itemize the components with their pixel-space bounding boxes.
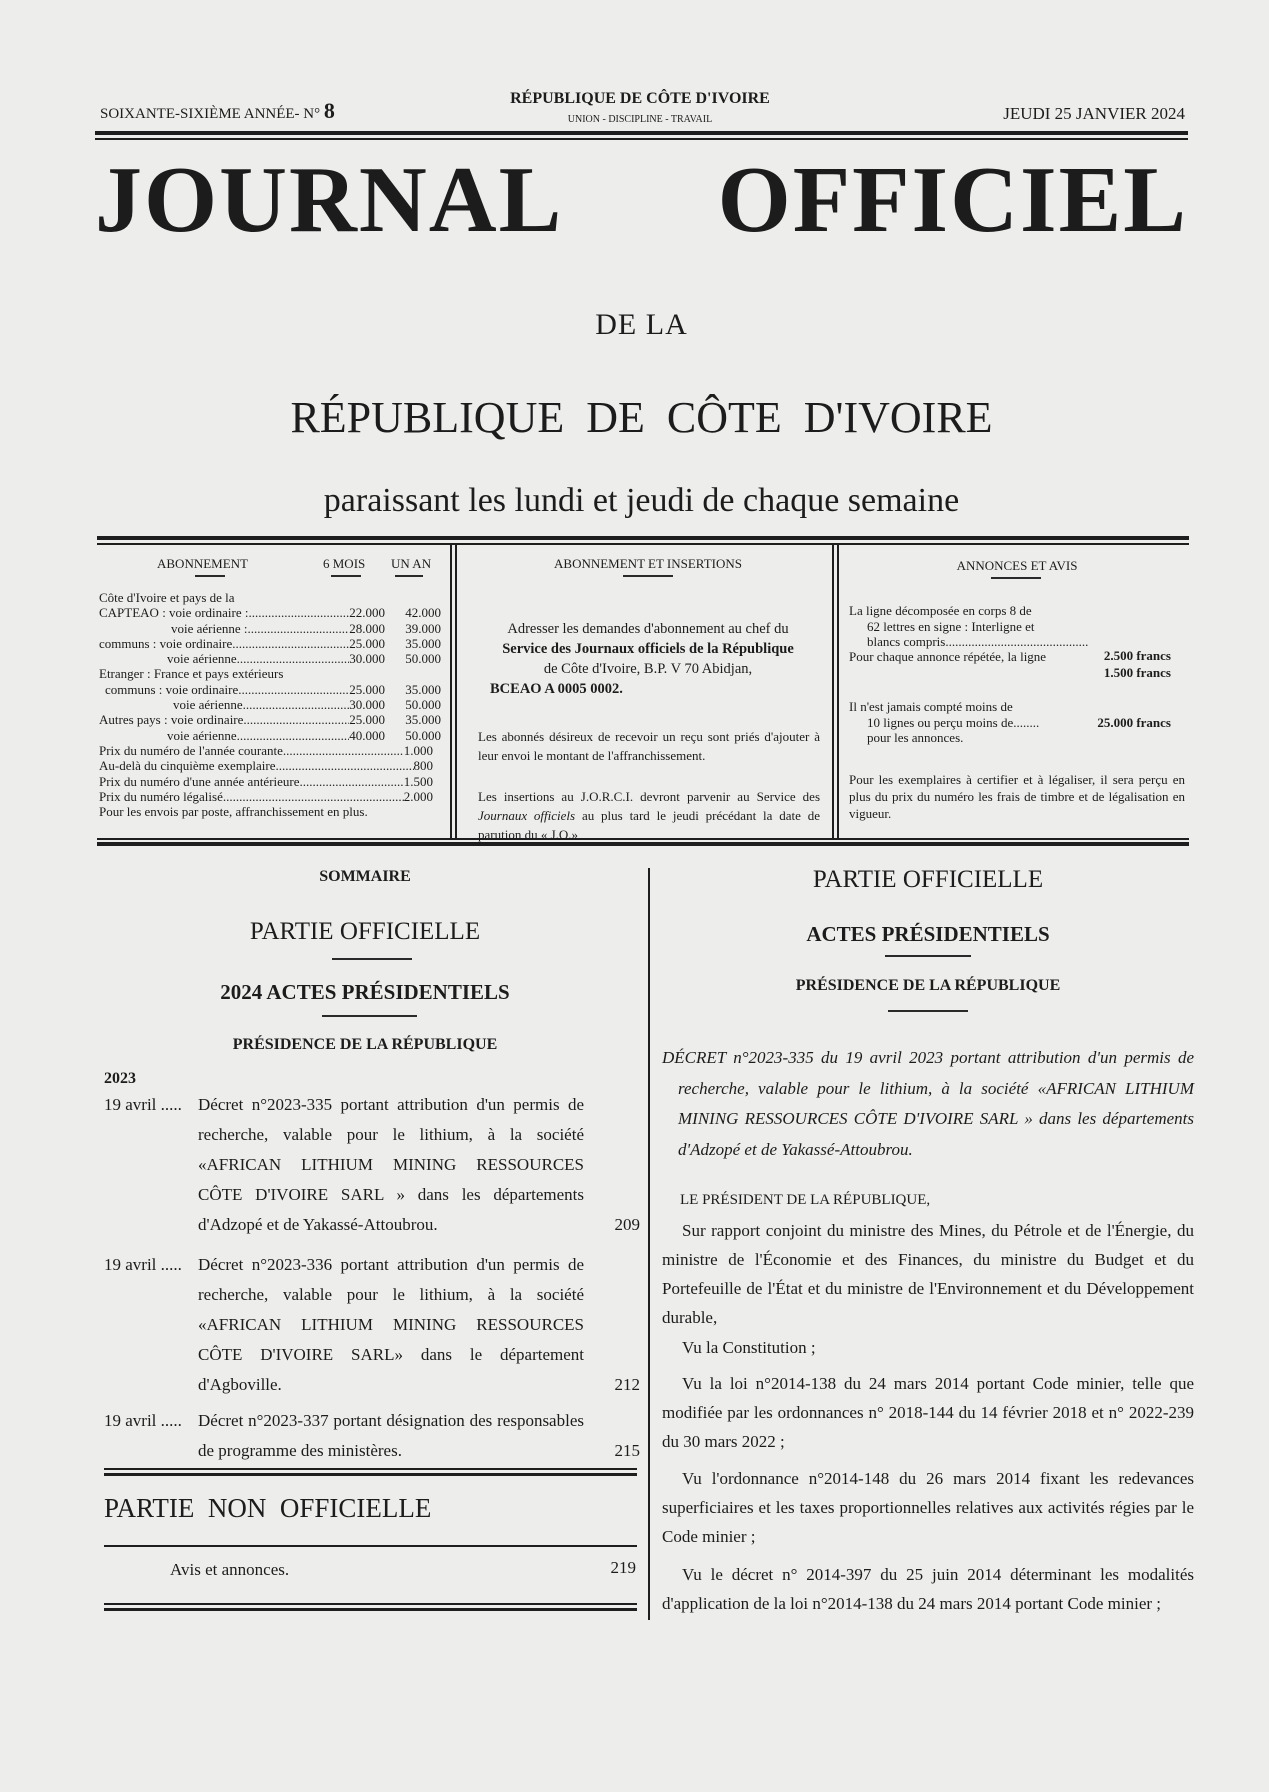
- sommaire-avis: Avis et annonces.: [170, 1560, 290, 1579]
- price-row: Prix du numéro de l'année courante ..... 1.000: [99, 743, 441, 758]
- decree-paragraph: Sur rapport conjoint du ministre des Mines, du Pétrole et de l'Énergie, du ministre de l'Économie et des Finances, du ministre du Budget et du Portefeuille de l'État et du ministre de l'Environnement et du Développement durable,: [662, 1221, 1194, 1327]
- sub-row: voie aérienne ..... 30.000 50.000: [99, 651, 441, 666]
- sub-row: communs : voie ordinaire ..... 25.000 35.000: [99, 636, 441, 651]
- col-6mois: 6 MOIS: [323, 556, 366, 571]
- masthead-title: [95, 150, 1188, 250]
- subscription-intro: Côte d'Ivoire et pays de la: [99, 590, 235, 605]
- edition-number: [100, 98, 335, 124]
- subscription-footer: Pour les envois par poste, affranchissement en plus.: [99, 804, 368, 820]
- body-partie: PARTIE OFFICIELLE: [812, 866, 1044, 893]
- masthead-de-la: DE LA: [595, 308, 688, 341]
- subscription-column: [99, 556, 441, 819]
- sommaire-end-rule-2: [104, 1608, 637, 1611]
- body-actes: ACTES PRÉSIDENTIELS: [806, 922, 1050, 946]
- col-1an: UN AN: [391, 556, 432, 571]
- ad-price-1: 2.500 francs: [1103, 648, 1171, 664]
- inserts-p3: Les insertions au J.O.R.C.I. devront parvenir au Service des Journaux officiels au plus tard le jeudi précédant la date de parution du « J.O.»: [478, 789, 821, 843]
- ad-price-3: 25.000 francs: [1097, 715, 1171, 731]
- masthead-word-officiel: OFFICIEL: [717, 148, 1188, 252]
- sommaire-non-officielle: PARTIE NON OFFICIELLE: [104, 1493, 432, 1523]
- price-row: Prix du numéro légalisé ..... 2.000: [99, 789, 441, 804]
- non-officielle-rule-bottom: [104, 1545, 637, 1547]
- non-officielle-rule-top-2: [104, 1473, 637, 1476]
- sommaire-entry: 19 avril ..... Décret n°2023-336 portant attribution d'un permis de recherche, valable pour le lithium, à la société «AFRICAN LITHIUM MINING RESSOURCES CÔTE D'IVOIRE SARL» dans le département d'Agboville. 212: [104, 1255, 640, 1394]
- sub-row: communs : voie ordinaire ..... 25.000 35.000: [99, 682, 441, 697]
- inserts-p1: Adresser les demandes d'abonnement au chef du Service des Journaux officiels de la République de Côte d'Ivoire, B.P. V 70 Abidjan, BCEAO A 0005 0002.: [490, 621, 794, 698]
- header-motto: UNION - DISCIPLINE - TRAVAIL: [567, 114, 713, 125]
- inserts-column: [476, 556, 820, 844]
- header-rule-thick: [95, 131, 1188, 135]
- masthead-word-journal: JOURNAL: [95, 148, 564, 252]
- foreign-intro: Etranger : France et pays extérieurs: [99, 666, 284, 682]
- sub-row: Autres pays : voie ordinaire ..... 25.000 35.000: [99, 712, 441, 727]
- ads-legalisation: Pour les exemplaires à certifier et à légaliser, il sera perçu en plus du prix du numéro les frais de timbre et de légalisation en vigueur.: [849, 772, 1185, 822]
- infobox-divider-1b: [455, 545, 457, 838]
- sub-row: CAPTEAO : voie ordinaire : ..... 22.000 42.000: [99, 605, 441, 620]
- subscription-heading: ABONNEMENT: [157, 556, 248, 571]
- decree-paragraph: Vu la Constitution ;: [682, 1338, 816, 1357]
- sub-row: voie aérienne ..... 40.000 50.000: [99, 728, 441, 743]
- sommaire-year: 2023: [104, 1070, 136, 1087]
- ads-heading: ANNONCES ET AVIS: [956, 558, 1078, 573]
- body-presidence: PRÉSIDENCE DE LA RÉPUBLIQUE: [795, 977, 1061, 994]
- non-officielle-rule-top-1: [104, 1468, 637, 1470]
- edition-number-value: 8: [323, 98, 335, 123]
- sommaire-heading: SOMMAIRE: [319, 868, 411, 885]
- price-row: Prix du numéro d'une année antérieure ..... 1.500: [99, 774, 441, 789]
- edition-label: SOIXANTE-SIXIÈME ANNÉE- N°: [100, 106, 321, 122]
- ads-column: ANNONCES ET AVIS La ligne décomposée en corps 8 de 62 lettres en signe : Interligne et blancs compris ..... 2.500 francs Pour chaque annonce répétée, la ligne 1.500 francs Il n'est jamais compté moins de 10 lignes ou perçu moins de........ pour les annonces. 25.000 francs Pour les exemplaires à certifier et à légaliser, il sera perçu en plus du prix du numéro les frais de timbre et de légalisation en vigueur.: [849, 556, 1185, 822]
- sommaire-partie: PARTIE OFFICIELLE: [249, 918, 481, 945]
- infobox-divider-2b: [837, 545, 839, 838]
- header-rule-thin: [95, 138, 1188, 140]
- sommaire-entry: 19 avril ..... Décret n°2023-335 portant attribution d'un permis de recherche, valable pour le lithium, à la société «AFRICAN LITHIUM MINING RESSOURCES CÔTE D'IVOIRE SARL » dans les départements d'Adzopé et de Yakassé-Attoubrou. 209: [104, 1095, 640, 1234]
- issue-date: JEUDI 25 JANVIER 2024: [1003, 104, 1185, 123]
- infobox-divider-2a: [832, 545, 834, 838]
- infobox-top-thin: [97, 543, 1189, 545]
- decree-paragraph: Vu l'ordonnance n°2014-148 du 26 mars 2014 fixant les redevances superficiaires et les taxes proportionnelles relatives aux activités régies par le Code minier ;: [662, 1469, 1194, 1546]
- sommaire-actes: 2024 ACTES PRÉSIDENTIELS: [220, 980, 510, 1004]
- decree-paragraph: Vu le décret n° 2014-397 du 25 juin 2014 déterminant les modalités d'application de la loi n°2014-138 du 24 mars 2014 portant Code minier ;: [662, 1565, 1194, 1613]
- infobox-top-thick: [97, 536, 1189, 540]
- sommaire-end-rule-1: [104, 1603, 637, 1605]
- ad-price-2: 1.500 francs: [1103, 665, 1171, 681]
- decree-paragraph: Vu la loi n°2014-138 du 24 mars 2014 portant Code minier, telle que modifiée par les ordonnances n° 2018-144 du 14 février 2018 et n° 2022-239 du 30 mars 2022 ;: [662, 1374, 1194, 1451]
- inserts-p2: Les abonnés désireux de recevoir un reçu sont priés d'ajouter à leur envoi le montant de l'affranchissement.: [478, 729, 820, 764]
- sommaire-entry: 19 avril ..... Décret n°2023-337 portant désignation des responsables de programme des ministères. 215: [104, 1411, 640, 1460]
- masthead-tagline: paraissant les lundi et jeudi de chaque semaine: [323, 482, 960, 519]
- sommaire-avis-page: 219: [610, 1558, 636, 1577]
- masthead-country: RÉPUBLIQUE DE CÔTE D'IVOIRE: [290, 393, 993, 442]
- decree-president: LE PRÉSIDENT DE LA RÉPUBLIQUE,: [680, 1192, 931, 1208]
- sommaire-presidence: PRÉSIDENCE DE LA RÉPUBLIQUE: [232, 1036, 498, 1053]
- decree-title: DÉCRET n°2023-335 du 19 avril 2023 portant attribution d'un permis de recherche, valable pour le lithium, à la société «AFRICAN LITHIUM MINING RESSOURCES CÔTE D'IVOIRE SARL » dans les départements d'Adzopé et de Yakassé-Attoubrou.: [662, 1048, 1194, 1159]
- sub-row: voie aérienne ..... 30.000 50.000: [99, 697, 441, 712]
- price-row: Au-delà du cinquième exemplaire ..... 800: [99, 758, 441, 773]
- header-republic: RÉPUBLIQUE DE CÔTE D'IVOIRE: [510, 90, 770, 107]
- inserts-heading: ABONNEMENT ET INSERTIONS: [554, 556, 742, 571]
- column-divider: [648, 868, 650, 1620]
- sub-row: voie aérienne : ..... 28.000 39.000: [99, 621, 441, 636]
- infobox-divider-1a: [450, 545, 452, 838]
